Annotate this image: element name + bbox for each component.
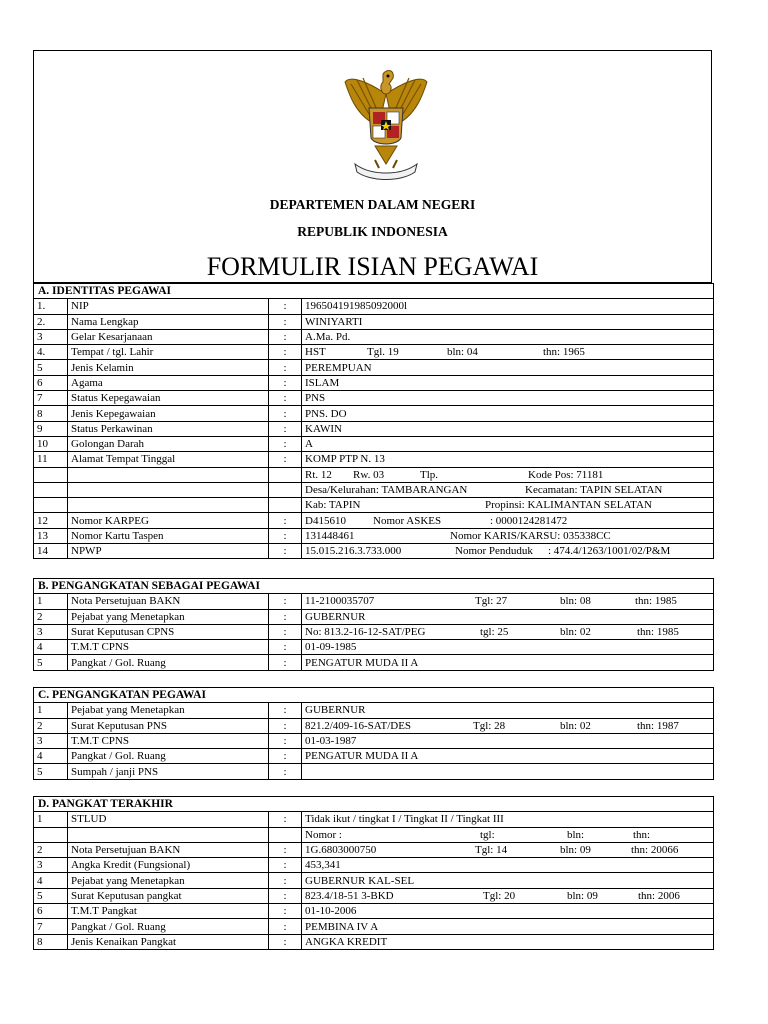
value-segment: bln: 08	[560, 595, 591, 608]
table-row	[34, 919, 714, 934]
field-value	[302, 513, 714, 528]
row-number: 6	[34, 375, 68, 390]
value-segment: Tgl: 28	[473, 719, 506, 732]
row-number: 10	[34, 436, 68, 451]
row-number: 7	[34, 391, 68, 406]
row-number: 4	[34, 873, 68, 888]
table-row	[34, 827, 714, 842]
field-label: Surat Keputusan CPNS	[68, 624, 269, 639]
field-label: Pangkat / Gol. Ruang	[68, 749, 269, 764]
table-row	[34, 345, 714, 360]
table-row	[34, 640, 714, 655]
field-colon: :	[269, 329, 302, 344]
section-b-title: B. PENGANGKATAN SEBAGAI PEGAWAI	[34, 579, 714, 594]
table-row	[34, 749, 714, 764]
value-segment: bln: 02	[560, 626, 591, 639]
section-header-row	[34, 284, 714, 299]
table-row	[34, 733, 714, 748]
value-segment: Nomor ASKES	[373, 514, 442, 527]
value-segment: PNS. DO	[305, 407, 347, 420]
value-segment: 821.2/409-16-SAT/DES	[305, 719, 412, 732]
table-row	[34, 624, 714, 639]
field-label: Alamat Tempat Tinggal	[68, 452, 269, 467]
value-segment: thn:	[633, 828, 651, 841]
field-label: Pejabat yang Menetapkan	[68, 873, 269, 888]
row-number: 14	[34, 544, 68, 559]
field-colon: :	[269, 544, 302, 559]
value-segment: No: 813.2-16-12-SAT/PEG	[305, 626, 426, 639]
field-label: Nota Persetujuan BAKN	[68, 594, 269, 609]
field-value	[302, 718, 714, 733]
value-segment: 196504191985092000l	[305, 300, 408, 313]
value-segment: GUBERNUR	[305, 610, 366, 623]
table-row	[34, 467, 714, 482]
field-value	[302, 421, 714, 436]
row-number: 1.	[34, 299, 68, 314]
value-segment: Kecamatan: TAPIN SELATAN	[525, 484, 663, 496]
row-number: 3	[34, 733, 68, 748]
row-number: 12	[34, 513, 68, 528]
field-label: Pejabat yang Menetapkan	[68, 609, 269, 624]
row-number: 5	[34, 764, 68, 779]
field-label: NIP	[68, 299, 269, 314]
field-colon	[269, 498, 302, 513]
section-b-table	[33, 578, 714, 671]
field-colon: :	[269, 345, 302, 360]
field-label: Status Kepegawaian	[68, 391, 269, 406]
field-label: T.M.T CPNS	[68, 733, 269, 748]
field-value	[302, 299, 714, 314]
value-segment: 1G.6803000750	[305, 844, 377, 857]
table-row	[34, 513, 714, 528]
table-row	[34, 391, 714, 406]
field-label	[68, 482, 269, 497]
field-value	[302, 733, 714, 748]
field-label: Angka Kredit (Fungsional)	[68, 858, 269, 873]
table-row	[34, 594, 714, 609]
field-colon: :	[269, 609, 302, 624]
field-label: Agama	[68, 375, 269, 390]
value-segment: : 474.4/1263/1001/02/P&M	[548, 545, 671, 558]
row-number: 1	[34, 594, 68, 609]
value-segment: WINIYARTI	[305, 315, 363, 328]
field-value	[302, 934, 714, 949]
table-row	[34, 406, 714, 421]
row-number: 4.	[34, 345, 68, 360]
field-value	[302, 764, 714, 779]
table-row	[34, 436, 714, 451]
section-a-table	[33, 283, 714, 559]
value-segment: Tgl: 20	[483, 889, 516, 902]
value-segment: Nomor KARIS/KARSU: 035338CC	[450, 529, 611, 542]
row-number: 5	[34, 655, 68, 670]
field-value	[302, 406, 714, 421]
field-colon	[269, 482, 302, 497]
value-segment: PEMBINA IV A	[305, 920, 379, 933]
field-label: Nomor KARPEG	[68, 513, 269, 528]
value-segment: Tgl: 27	[475, 595, 508, 608]
table-row	[34, 609, 714, 624]
row-number	[34, 467, 68, 482]
value-segment: Tgl: 14	[475, 844, 508, 857]
section-header-row	[34, 579, 714, 594]
value-segment: Rw. 03	[353, 468, 385, 481]
field-label: Golongan Darah	[68, 436, 269, 451]
value-segment: 131448461	[305, 529, 355, 542]
field-label: Nomor Kartu Taspen	[68, 528, 269, 543]
field-label: T.M.T CPNS	[68, 640, 269, 655]
section-a-title: A. IDENTITAS PEGAWAI	[34, 284, 714, 299]
table-row	[34, 498, 714, 513]
value-segment: bln: 09	[567, 889, 598, 902]
row-number: 5	[34, 360, 68, 375]
field-value	[302, 452, 714, 467]
field-value	[302, 329, 714, 344]
field-colon: :	[269, 749, 302, 764]
field-colon: :	[269, 733, 302, 748]
value-segment: tgl: 25	[480, 626, 509, 639]
table-row	[34, 703, 714, 718]
value-segment: bln:	[567, 828, 585, 841]
field-label: Nota Persetujuan BAKN	[68, 842, 269, 857]
table-row	[34, 482, 714, 497]
field-value	[302, 594, 714, 609]
value-segment: D415610	[305, 514, 346, 527]
section-header-row	[34, 797, 714, 812]
field-label: Jenis Kepegawaian	[68, 406, 269, 421]
row-number: 8	[34, 406, 68, 421]
field-value	[302, 655, 714, 670]
field-value	[302, 482, 714, 497]
field-label	[68, 498, 269, 513]
field-label: Sumpah / janji PNS	[68, 764, 269, 779]
field-value	[302, 640, 714, 655]
field-colon: :	[269, 764, 302, 779]
field-colon: :	[269, 934, 302, 949]
value-segment: thn: 1985	[637, 626, 679, 639]
value-segment: ANGKA KREDIT	[305, 935, 388, 948]
field-colon: :	[269, 406, 302, 421]
value-segment: KAWIN	[305, 422, 342, 435]
row-number	[34, 827, 68, 842]
field-label: Pangkat / Gol. Ruang	[68, 919, 269, 934]
field-value	[302, 842, 714, 857]
row-number: 3	[34, 858, 68, 873]
country-heading: REPUBLIK INDONESIA	[297, 224, 448, 239]
value-segment: tgl:	[480, 828, 495, 841]
field-label	[68, 827, 269, 842]
value-segment: Tlp.	[420, 468, 439, 481]
field-label: Gelar Kesarjanaan	[68, 329, 269, 344]
field-label: Surat Keputusan pangkat	[68, 888, 269, 903]
form-title: FORMULIR ISIAN PEGAWAI	[206, 252, 539, 281]
field-colon: :	[269, 421, 302, 436]
row-number	[34, 498, 68, 513]
field-value	[302, 858, 714, 873]
value-segment: 453,341	[305, 859, 341, 872]
field-value	[302, 827, 714, 842]
field-value	[302, 498, 714, 513]
value-segment: thn: 1965	[543, 346, 585, 359]
field-colon	[269, 827, 302, 842]
field-value	[302, 919, 714, 934]
table-row	[34, 812, 714, 827]
value-segment: Nomor Penduduk	[455, 545, 533, 558]
table-row	[34, 421, 714, 436]
section-c-table	[33, 687, 714, 780]
field-colon: :	[269, 718, 302, 733]
field-colon: :	[269, 888, 302, 903]
field-label: STLUD	[68, 812, 269, 827]
row-number: 6	[34, 904, 68, 919]
section-header-row	[34, 688, 714, 703]
value-segment: 01-10-2006	[305, 905, 357, 918]
value-segment: HST	[305, 346, 326, 359]
value-segment: Rt. 12	[305, 468, 332, 481]
field-value	[302, 873, 714, 888]
field-value	[302, 436, 714, 451]
field-colon: :	[269, 299, 302, 314]
value-segment: Propinsi: KALIMANTAN SELATAN	[485, 499, 652, 512]
department-heading: DEPARTEMEN DALAM NEGERI	[269, 197, 476, 212]
field-colon: :	[269, 873, 302, 888]
table-row	[34, 873, 714, 888]
field-colon: :	[269, 655, 302, 670]
field-value	[302, 544, 714, 559]
row-number: 1	[34, 812, 68, 827]
field-label: Pejabat yang Menetapkan	[68, 703, 269, 718]
row-number: 2.	[34, 314, 68, 329]
field-value	[302, 375, 714, 390]
table-row	[34, 528, 714, 543]
table-row	[34, 764, 714, 779]
table-row	[34, 934, 714, 949]
value-segment: PEREMPUAN	[305, 361, 372, 374]
field-colon: :	[269, 436, 302, 451]
row-number: 7	[34, 919, 68, 934]
row-number: 13	[34, 528, 68, 543]
field-label: NPWP	[68, 544, 269, 559]
value-segment: Kode Pos: 71181	[528, 468, 604, 481]
field-colon: :	[269, 391, 302, 406]
field-value	[302, 904, 714, 919]
row-number: 11	[34, 452, 68, 467]
value-segment: PNS	[305, 392, 326, 405]
field-value	[302, 360, 714, 375]
field-colon	[269, 467, 302, 482]
section-d-title: D. PANGKAT TERAKHIR	[34, 797, 714, 812]
field-value	[302, 749, 714, 764]
field-colon: :	[269, 812, 302, 827]
field-colon: :	[269, 919, 302, 934]
value-segment: Kab: TAPIN	[305, 499, 361, 512]
value-segment: GUBERNUR	[305, 704, 366, 717]
field-colon: :	[269, 314, 302, 329]
value-segment: : 0000124281472	[490, 514, 568, 527]
row-number: 2	[34, 842, 68, 857]
table-row	[34, 314, 714, 329]
value-segment: ISLAM	[305, 376, 340, 389]
table-row	[34, 904, 714, 919]
row-number: 2	[34, 609, 68, 624]
table-row	[34, 299, 714, 314]
value-segment: KOMP PTP N. 13	[305, 453, 385, 466]
row-number: 5	[34, 888, 68, 903]
row-number: 1	[34, 703, 68, 718]
table-row	[34, 360, 714, 375]
field-colon: :	[269, 528, 302, 543]
garuda-emblem-icon	[341, 64, 431, 182]
field-colon: :	[269, 360, 302, 375]
table-row	[34, 655, 714, 670]
field-value	[302, 609, 714, 624]
field-colon: :	[269, 452, 302, 467]
value-segment: Tidak ikut / tingkat I / Tingkat II / Tingkat III	[305, 813, 504, 826]
value-segment: bln: 02	[560, 719, 591, 732]
table-row	[34, 888, 714, 903]
value-segment: 823.4/18-51 3-BKD	[305, 889, 394, 902]
field-colon: :	[269, 594, 302, 609]
field-label: Nama Lengkap	[68, 314, 269, 329]
value-segment: Nomor :	[305, 828, 342, 841]
value-segment: A	[305, 438, 313, 451]
field-colon: :	[269, 842, 302, 857]
field-label	[68, 467, 269, 482]
field-value	[302, 345, 714, 360]
field-label: Jenis Kelamin	[68, 360, 269, 375]
field-label: T.M.T Pangkat	[68, 904, 269, 919]
value-segment: thn: 1985	[635, 595, 677, 608]
row-number: 9	[34, 421, 68, 436]
field-colon: :	[269, 640, 302, 655]
value-segment: Desa/Kelurahan: TAMBARANGAN	[305, 484, 468, 496]
value-segment: GUBERNUR KAL-SEL	[305, 874, 415, 887]
field-value	[302, 888, 714, 903]
field-value	[302, 528, 714, 543]
table-row	[34, 452, 714, 467]
field-colon: :	[269, 703, 302, 718]
section-c-title: C. PENGANGKATAN PEGAWAI	[34, 688, 714, 703]
value-segment: 11-2100035707	[305, 595, 375, 608]
value-segment: PENGATUR MUDA II A	[305, 750, 419, 763]
section-d-table	[33, 796, 714, 950]
field-value	[302, 812, 714, 827]
field-colon: :	[269, 375, 302, 390]
row-number: 3	[34, 329, 68, 344]
value-segment: PENGATUR MUDA II A	[305, 656, 419, 669]
row-number: 2	[34, 718, 68, 733]
row-number: 3	[34, 624, 68, 639]
field-value	[302, 314, 714, 329]
field-colon: :	[269, 858, 302, 873]
value-segment: 15.015.216.3.733.000	[305, 545, 402, 558]
field-colon: :	[269, 624, 302, 639]
field-value	[302, 391, 714, 406]
field-colon: :	[269, 513, 302, 528]
field-colon: :	[269, 904, 302, 919]
field-label: Tempat / tgl. Lahir	[68, 345, 269, 360]
field-label: Status Perkawinan	[68, 421, 269, 436]
field-label: Pangkat / Gol. Ruang	[68, 655, 269, 670]
field-label: Jenis Kenaikan Pangkat	[68, 934, 269, 949]
row-number: 8	[34, 934, 68, 949]
value-segment: thn: 20066	[631, 844, 679, 857]
value-segment: Tgl. 19	[367, 346, 399, 359]
table-row	[34, 718, 714, 733]
field-value	[302, 624, 714, 639]
value-segment: 01-09-1985	[305, 641, 357, 654]
row-number	[34, 482, 68, 497]
row-number: 4	[34, 640, 68, 655]
value-segment: bln: 09	[560, 844, 591, 857]
table-row	[34, 544, 714, 559]
field-label: Surat Keputusan PNS	[68, 718, 269, 733]
field-value	[302, 703, 714, 718]
table-row	[34, 329, 714, 344]
value-segment: A.Ma. Pd.	[305, 331, 351, 344]
row-number: 4	[34, 749, 68, 764]
table-row	[34, 858, 714, 873]
value-segment: 01-03-1987	[305, 735, 357, 748]
value-segment: bln: 04	[447, 346, 478, 359]
value-segment: thn: 1987	[637, 719, 679, 732]
field-value	[302, 467, 714, 482]
table-row	[34, 375, 714, 390]
value-segment: thn: 2006	[638, 889, 680, 902]
table-row	[34, 842, 714, 857]
